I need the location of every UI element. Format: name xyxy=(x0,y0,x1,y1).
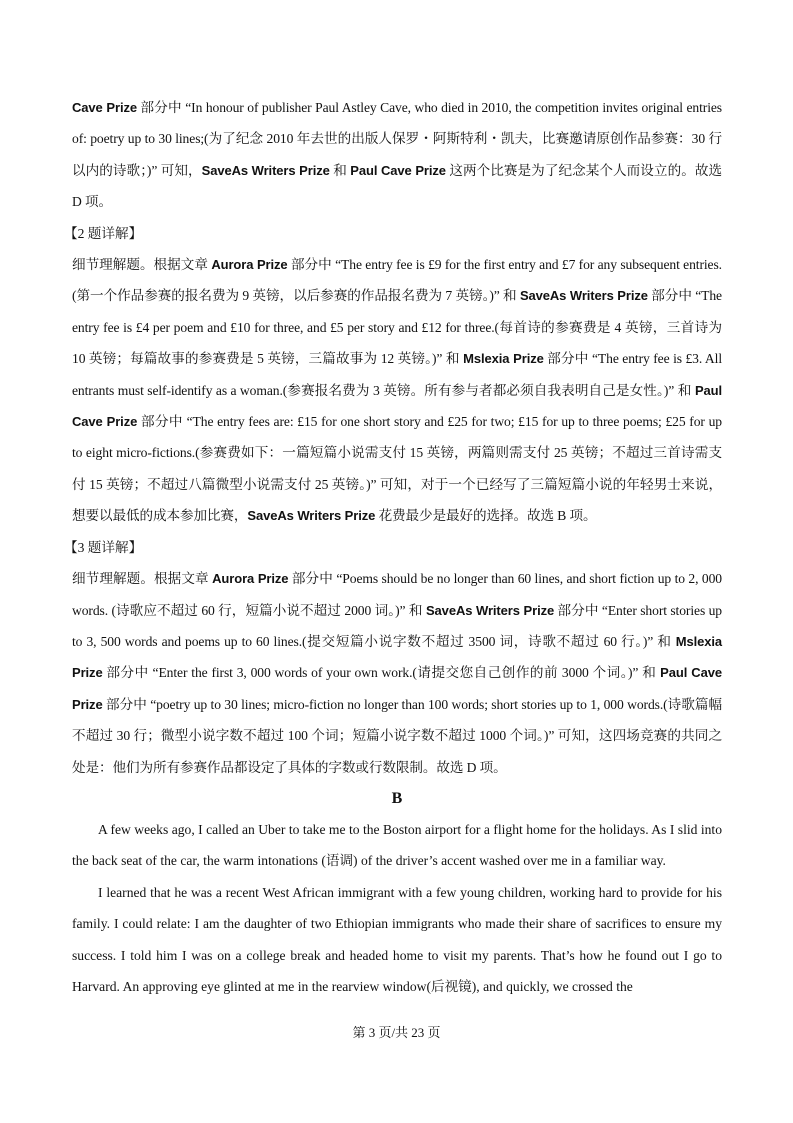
explanation-text: 和 xyxy=(329,162,351,178)
explanation-text: 细节理解题。根据文章 xyxy=(72,257,212,273)
prize-name: Paul Cave Prize xyxy=(72,382,722,430)
page-number: 第 3 页/共 23 页 xyxy=(352,1025,441,1040)
prize-name: Aurora Prize xyxy=(212,571,289,587)
explanation-text: 部分中 “Poems should be no longer than 60 lines, and short fiction up to 2, 000 words. (诗歌应不超过 60 行，短篇小说不超过 2000 词。)” 和 xyxy=(72,571,722,618)
page-footer xyxy=(0,1022,793,1041)
page-content xyxy=(64,92,723,1002)
prize-name: Paul Cave Prize xyxy=(350,162,446,178)
passage-paragraph: I learned that he was a recent West African immigrant with a few young children, working hard to provide for his family. I could relate: I am the daughter of two Ethiopian immigrants who made their share of sacrifices to ensure my success. I told him I was on a college break and headed home to visit my parents. That’s how he found out I go to Harvard. An approving eye glinted at me in the rearview window(后视镜), and quickly, we crossed the xyxy=(72,884,722,994)
q2-tag: 【2 题详解】 xyxy=(64,225,143,241)
prize-name: SaveAs Writers Prize xyxy=(519,288,648,304)
prize-name: SaveAs Writers Prize xyxy=(201,162,330,178)
explanation-text: 细节理解题。根据文章 xyxy=(72,571,213,587)
explanation-text: 这两个比赛是为了纪念某个人而设立的。故选 D 项。 xyxy=(72,162,722,210)
prize-name: Mslexia Prize xyxy=(463,351,544,367)
explanation-text: 部分中 “Enter the first 3, 000 words of your own work.(请提交您自己创作的前 3000 个词。)” 和 xyxy=(102,665,661,681)
explanation-text: 部分中 “poetry up to 30 lines; micro-fiction no longer than 100 words; short stories up to 1, 000 words.(诗歌篇幅不超过 30 行；微型小说字数不超过 100 个词；短篇小说字数不超过 1000 个词。)” 可知，这四场竞赛的共同之处是：他们为所有参赛作品都设定了具体的字数或行数限制。故选 D 项。 xyxy=(72,696,722,775)
prize-name: Cave Prize xyxy=(72,100,137,115)
q3-explanation xyxy=(72,563,722,783)
explanation-text: 部分中 “Enter short stories up to 3, 500 words and poems up to 60 lines.(提交短篇小说字数不超过 3500 词，诗歌不超过 60 行。)” 和 xyxy=(72,602,722,649)
prize-name: SaveAs Writers Prize xyxy=(247,508,376,524)
explanation-text: 部分中 “The entry fee is £9 for the first entry and £7 for any subsequent entries.(第一个作品参赛的报名费为 9 英镑，以后参赛的作品报名费为 7 英镑。)” 和 xyxy=(72,257,722,304)
explanation-text: 部分中 “The entry fee is £4 per poem and £10 for three, and £5 per story and £12 for three.(每首诗的参赛费是 4 英镑，三首诗为 10 英镑；每篇故事的参赛费是 5 英镑，三篇故事为 12 英镑。)” 和 xyxy=(72,288,722,367)
passage-paragraph: A few weeks ago, I called an Uber to take me to the Boston airport for a flight home for the holidays. As I slid into the back seat of the car, the warm intonations (语调) of the driver’s accent washed over me in a familiar way. xyxy=(72,821,722,869)
explanation-text: 花费最少是最好的选择。故选 B 项。 xyxy=(375,508,597,524)
explanation-text: 部分中 “The entry fee is £3. All entrants must self-identify as a woman.(参赛报名费为 3 英镑。所有参与者都必须自我表明自己是女性。)” 和 xyxy=(72,351,723,398)
q2-explanation xyxy=(72,249,722,532)
prize-name: Mslexia Prize xyxy=(72,633,722,681)
q3-tag: 【3 题详解】 xyxy=(64,539,143,555)
q1-explanation-tail xyxy=(72,92,722,218)
explanation-text: 部分中 “In honour of publisher Paul Astley Cave, who died in 2010, the competition invites original entries of: poetry up to 30 lines;(为了纪念 2010 年去世的出版人保罗・阿斯特利・凯夫，比赛邀请原创作品参赛：30 行以内的诗歌；)” 可知， xyxy=(72,100,723,178)
prize-name: Aurora Prize xyxy=(211,257,288,273)
prize-name: SaveAs Writers Prize xyxy=(425,602,555,618)
explanation-text: 部分中 “The entry fees are: £15 for one short story and £25 for two; £15 for up to three poems; £25 for up to eight micro-fictions.(参赛费如下：一篇短篇小说需支付 15 英镑，两篇则需支付 25 英镑；不超过三首诗需支付 15 英镑；不超过八篇微型小说需支付 25 英镑。)” 可知，对于一个已经写了三篇短篇小说的年轻男士来说，想要以最低的成本参加比赛， xyxy=(72,414,723,524)
section-b-title: B xyxy=(391,789,403,807)
prize-name: Paul Cave Prize xyxy=(72,665,722,712)
